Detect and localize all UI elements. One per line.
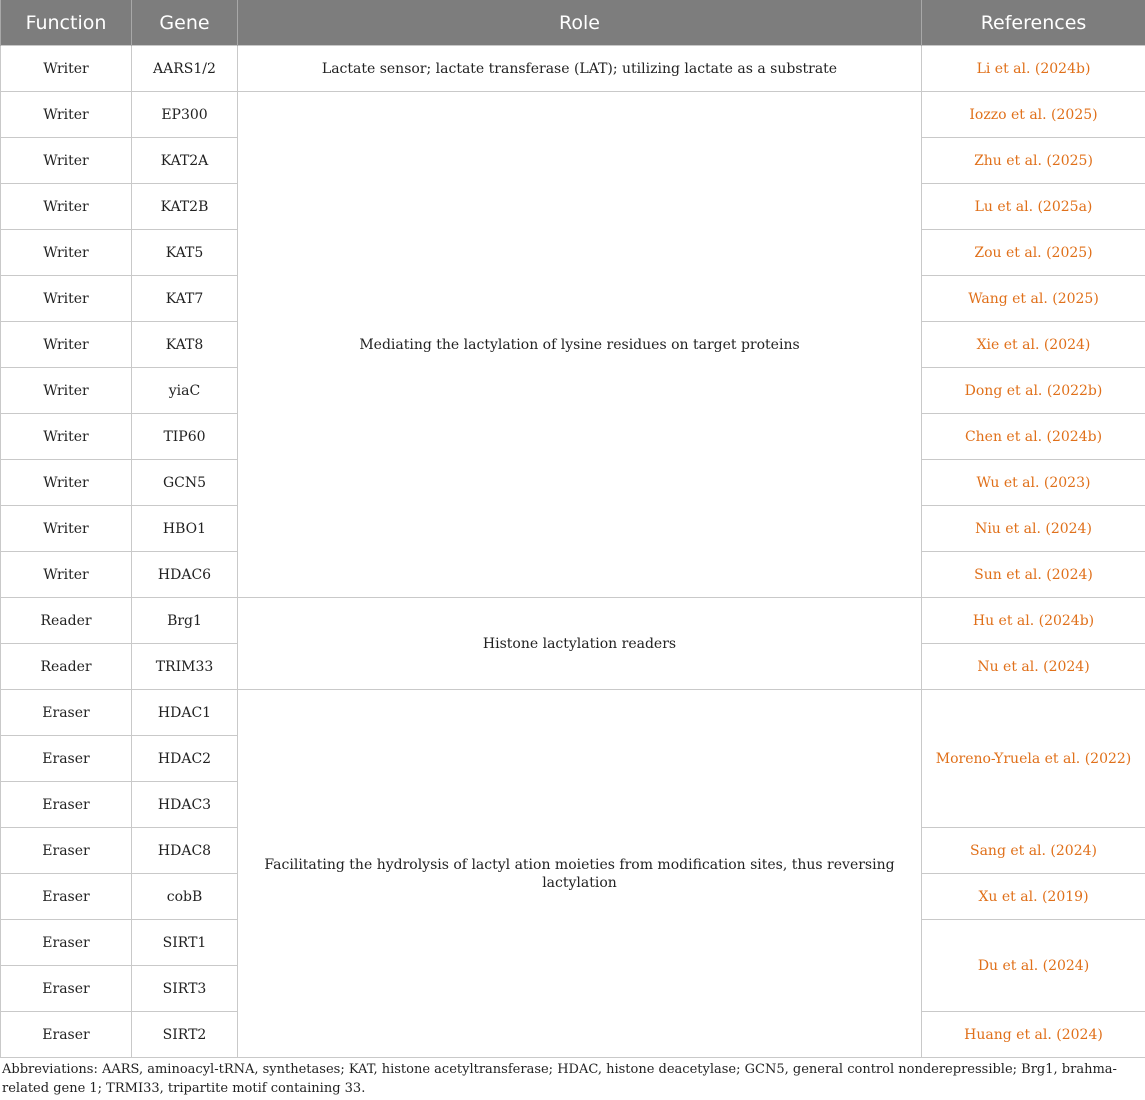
reference-link[interactable]: Dong et al. (2022b) xyxy=(922,368,1145,414)
function-cell: Writer xyxy=(1,276,132,322)
function-cell: Writer xyxy=(1,506,132,552)
reference-link[interactable]: Sang et al. (2024) xyxy=(922,828,1145,874)
function-cell: Writer xyxy=(1,414,132,460)
gene-cell: TRIM33 xyxy=(132,644,238,690)
function-cell: Writer xyxy=(1,46,132,92)
role-cell: Histone lactylation readers xyxy=(238,598,922,690)
function-cell: Writer xyxy=(1,184,132,230)
reference-link[interactable]: Xie et al. (2024) xyxy=(922,322,1145,368)
gene-cell: cobB xyxy=(132,874,238,920)
reference-link[interactable]: Nu et al. (2024) xyxy=(922,644,1145,690)
gene-cell: KAT8 xyxy=(132,322,238,368)
table-row xyxy=(1,598,1145,644)
reference-link[interactable]: Wang et al. (2025) xyxy=(922,276,1145,322)
role-cell: Mediating the lactylation of lysine residues on target proteins xyxy=(238,92,922,598)
table-row xyxy=(1,92,1145,138)
reference-link[interactable]: Huang et al. (2024) xyxy=(922,1012,1145,1058)
gene-cell: KAT7 xyxy=(132,276,238,322)
gene-cell: HDAC8 xyxy=(132,828,238,874)
table-row xyxy=(1,46,1145,92)
gene-cell: EP300 xyxy=(132,92,238,138)
role-cell: Lactate sensor; lactate transferase (LAT); utilizing lactate as a substrate xyxy=(238,46,922,92)
reference-link[interactable]: Hu et al. (2024b) xyxy=(922,598,1145,644)
reference-link[interactable]: Sun et al. (2024) xyxy=(922,552,1145,598)
function-cell: Writer xyxy=(1,92,132,138)
gene-cell: HDAC3 xyxy=(132,782,238,828)
reference-link[interactable]: Niu et al. (2024) xyxy=(922,506,1145,552)
header-references: References xyxy=(922,0,1145,46)
reference-link[interactable]: Zhu et al. (2025) xyxy=(922,138,1145,184)
gene-cell: GCN5 xyxy=(132,460,238,506)
gene-cell: KAT5 xyxy=(132,230,238,276)
function-cell: Eraser xyxy=(1,874,132,920)
reference-link[interactable]: Du et al. (2024) xyxy=(922,920,1145,1012)
gene-cell: HDAC1 xyxy=(132,690,238,736)
function-cell: Writer xyxy=(1,368,132,414)
function-cell: Reader xyxy=(1,644,132,690)
header-function: Function xyxy=(1,0,132,46)
function-cell: Writer xyxy=(1,322,132,368)
role-cell: Facilitating the hydrolysis of lactyl ation moieties from modification sites, thus reversing lactylation xyxy=(238,690,922,1058)
gene-cell: SIRT1 xyxy=(132,920,238,966)
gene-cell: AARS1/2 xyxy=(132,46,238,92)
function-cell: Writer xyxy=(1,552,132,598)
header-row xyxy=(1,0,1145,46)
table-footnote: Abbreviations: AARS, aminoacyl-tRNA, synthetases; KAT, histone acetyltransferase; HDAC, histone deacetylase; GCN5, general control nonderepressible; Brg1, brahma-related gene 1; TRMI33, tripartite motif containing 33. xyxy=(2,1062,1117,1096)
function-cell: Eraser xyxy=(1,966,132,1012)
reference-link[interactable]: Zou et al. (2025) xyxy=(922,230,1145,276)
reference-link[interactable]: Xu et al. (2019) xyxy=(922,874,1145,920)
header-gene: Gene xyxy=(132,0,238,46)
gene-cell: TIP60 xyxy=(132,414,238,460)
reference-link[interactable]: Chen et al. (2024b) xyxy=(922,414,1145,460)
gene-cell: Brg1 xyxy=(132,598,238,644)
function-cell: Eraser xyxy=(1,828,132,874)
reference-link[interactable]: Wu et al. (2023) xyxy=(922,460,1145,506)
gene-cell: SIRT2 xyxy=(132,1012,238,1058)
gene-cell: HDAC6 xyxy=(132,552,238,598)
function-cell: Eraser xyxy=(1,1012,132,1058)
table-row xyxy=(1,690,1145,736)
gene-cell: SIRT3 xyxy=(132,966,238,1012)
reference-link[interactable]: Moreno-Yruela et al. (2022) xyxy=(922,690,1145,828)
function-cell: Eraser xyxy=(1,920,132,966)
gene-cell: HBO1 xyxy=(132,506,238,552)
gene-cell: KAT2A xyxy=(132,138,238,184)
function-cell: Writer xyxy=(1,460,132,506)
gene-cell: HDAC2 xyxy=(132,736,238,782)
function-cell: Writer xyxy=(1,230,132,276)
header-role: Role xyxy=(238,0,922,46)
function-cell: Eraser xyxy=(1,782,132,828)
function-cell: Writer xyxy=(1,138,132,184)
function-cell: Reader xyxy=(1,598,132,644)
gene-cell: KAT2B xyxy=(132,184,238,230)
reference-link[interactable]: Li et al. (2024b) xyxy=(922,46,1145,92)
function-cell: Eraser xyxy=(1,690,132,736)
reference-link[interactable]: Lu et al. (2025a) xyxy=(922,184,1145,230)
function-cell: Eraser xyxy=(1,736,132,782)
reference-link[interactable]: Iozzo et al. (2025) xyxy=(922,92,1145,138)
gene-cell: yiaC xyxy=(132,368,238,414)
